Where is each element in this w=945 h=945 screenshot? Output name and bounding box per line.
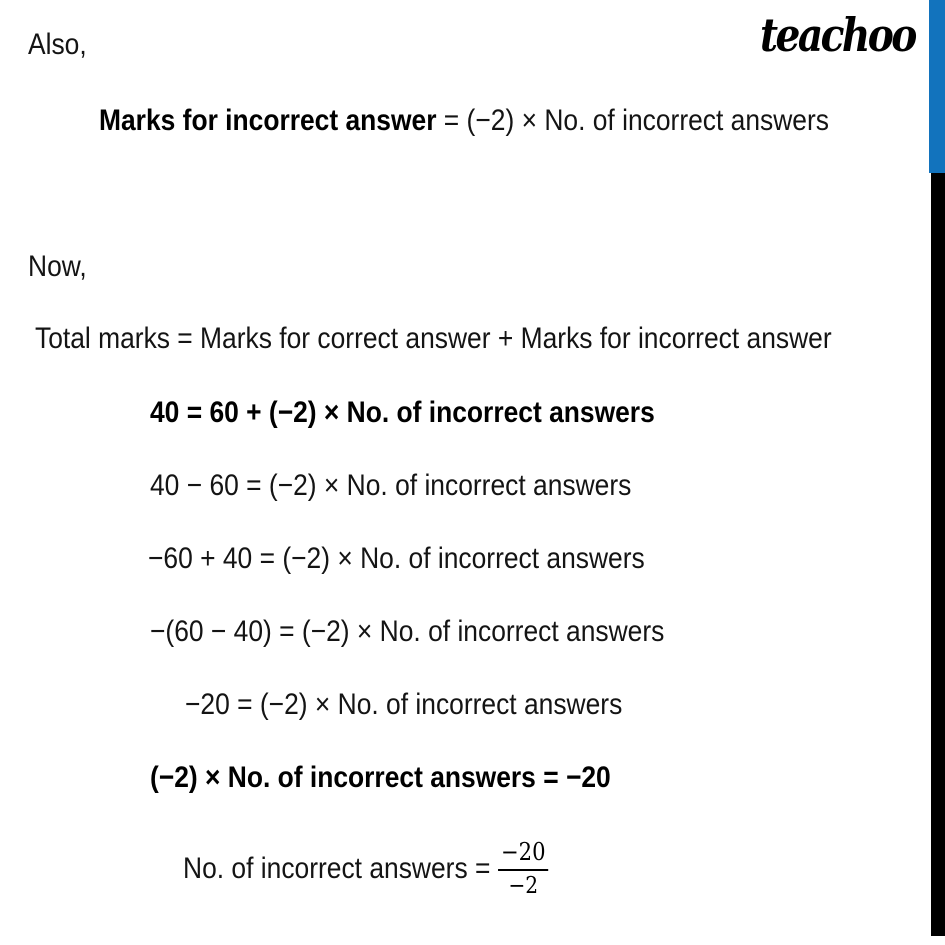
solution-step: 40 − 60 = (−2) × No. of incorrect answers bbox=[150, 469, 632, 502]
fraction bbox=[498, 839, 548, 899]
solution-step: 40 = 60 + (−2) × No. of incorrect answers bbox=[150, 396, 655, 429]
also-label: Also, bbox=[28, 28, 87, 61]
total-marks-equation: Total marks = Marks for correct answer + Marks for incorrect answer bbox=[35, 322, 832, 355]
accent-bar-black bbox=[931, 173, 945, 936]
fraction-numerator: −20 bbox=[498, 839, 548, 871]
incorrect-marks-formula bbox=[99, 103, 929, 139]
teachoo-logo bbox=[760, 10, 942, 60]
now-label: Now, bbox=[28, 250, 87, 283]
solution-step: −20 = (−2) × No. of incorrect answers bbox=[185, 688, 623, 721]
teachoo-logo-text: teachoo bbox=[760, 8, 915, 62]
fraction-denominator: −2 bbox=[508, 872, 539, 899]
solution-step: (−2) × No. of incorrect answers = −20 bbox=[150, 761, 611, 794]
solution-step: −(60 − 40) = (−2) × No. of incorrect answers bbox=[150, 615, 665, 648]
final-answer-prefix: No. of incorrect answers = bbox=[183, 852, 491, 886]
incorrect-marks-formula-bold: Marks for incorrect answer bbox=[99, 104, 437, 137]
solution-step: −60 + 40 = (−2) × No. of incorrect answers bbox=[148, 542, 645, 575]
incorrect-marks-formula-rest: = (−2) × No. of incorrect answers bbox=[436, 104, 829, 137]
final-answer-line bbox=[183, 839, 598, 899]
